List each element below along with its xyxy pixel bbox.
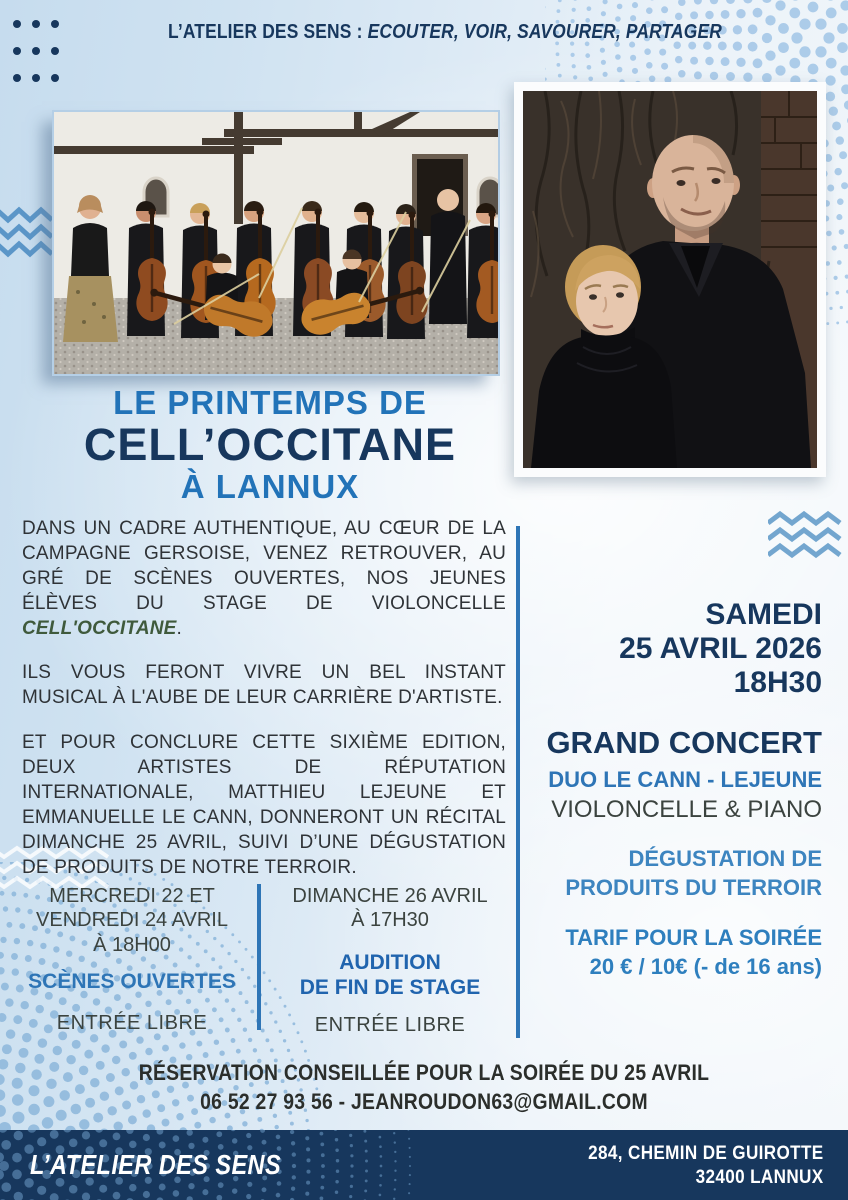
dot-icon bbox=[51, 20, 59, 28]
brand-slogan: ECOUTER, VOIR, SAVOURER, PARTAGER bbox=[367, 21, 723, 43]
title-line-3: À LANNUX bbox=[180, 468, 360, 506]
open-stage-date-3: À 18H00 bbox=[93, 933, 171, 956]
open-stage-title: SCÈNES OUVERTES bbox=[28, 970, 236, 994]
audition-entry: ENTRÉE LIBRE bbox=[314, 1014, 466, 1037]
tasting-line-2: PRODUITS DU TERROIR bbox=[565, 874, 822, 900]
reservation-phone-email: 06 52 27 93 56 - JEANROUDON63@GMAIL.COM bbox=[200, 1089, 648, 1115]
footer-address bbox=[589, 1142, 824, 1190]
content-divider bbox=[516, 526, 520, 1038]
price-value: 20 € / 10€ (- de 16 ans) bbox=[589, 953, 822, 979]
intro-paragraph-3: ET POUR CONCLURE CETTE SIXIÈME EDITION, DEUX ARTISTES DE RÉPUTATION INTERNATIONALE, MATTHIEU LEJEUNE ET EMMANUELLE LE CANN, DONNERONT UN RÉCITAL DIMANCHE 25 AVRIL, SUIVI D’UNE DÉGUSTATION DE PRODUITS DE NOTRE TERROIR. bbox=[22, 731, 506, 878]
schedule-left-column bbox=[14, 884, 250, 1035]
dot-icon bbox=[13, 74, 21, 82]
dot-icon bbox=[32, 20, 40, 28]
concert-duo: DUO LE CANN - LEJEUNE bbox=[548, 767, 822, 793]
open-stage-entry: ENTRÉE LIBRE bbox=[56, 1012, 208, 1035]
dot-icon bbox=[51, 74, 59, 82]
dot-icon bbox=[13, 47, 21, 55]
dot-icon bbox=[32, 47, 40, 55]
concert-info-block bbox=[524, 726, 822, 823]
schedule-divider bbox=[257, 884, 261, 1030]
brand-name: L’ATELIER DES SENS : bbox=[167, 21, 363, 43]
tasting-info bbox=[530, 845, 822, 902]
open-stage-date-1: MERCREDI 22 ET bbox=[49, 885, 215, 907]
group-photo bbox=[52, 110, 500, 376]
audition-title-1: AUDITION bbox=[339, 950, 441, 974]
intro-paragraph-1 bbox=[22, 516, 506, 641]
reservation-text: RÉSERVATION CONSEILLÉE POUR LA SOIRÉE DU 25 AVRIL bbox=[138, 1060, 710, 1085]
footer-address-line-2: 32400 LANNUX bbox=[696, 1166, 824, 1188]
dots-grid-decoration bbox=[13, 20, 59, 82]
zigzag-waves-right-icon bbox=[768, 510, 846, 566]
concert-time: 18H30 bbox=[733, 665, 822, 699]
concert-instruments: VIOLONCELLE & PIANO bbox=[551, 795, 822, 823]
concert-title: GRAND CONCERT bbox=[546, 725, 822, 760]
intro-p1-text: DANS UN CADRE AUTHENTIQUE, AU CŒUR DE LA CAMPAGNE GERSOISE, VENEZ RETROUVER, AU GRÉ DE SCÈNES OUVERTES, NOS JEUNES ÉLÈVES DU STAGE DE VIOLONCELLE bbox=[22, 518, 506, 615]
title-line-2: CELL’OCCITANE bbox=[83, 418, 457, 470]
concert-date: 25 AVRIL 2026 bbox=[619, 631, 822, 665]
intro-paragraph-2: ILS VOUS FERONT VIVRE UN BEL INSTANT MUSICAL À L'AUBE DE LEUR CARRIÈRE D'ARTISTE. bbox=[22, 662, 506, 709]
open-stage-date-2: VENDREDI 24 AVRIL bbox=[36, 909, 228, 932]
main-title bbox=[10, 386, 530, 506]
footer-bar bbox=[0, 1130, 848, 1200]
concert-date-block bbox=[530, 598, 822, 700]
zigzag-waves-left-icon bbox=[0, 206, 56, 268]
dot-icon bbox=[32, 74, 40, 82]
duo-photo bbox=[514, 82, 826, 477]
price-label: TARIF POUR LA SOIRÉE bbox=[565, 925, 822, 950]
audition-date-2: À 17H30 bbox=[351, 909, 429, 932]
concert-day: SAMEDI bbox=[705, 598, 822, 631]
reservation-note bbox=[0, 1058, 848, 1116]
brand-tagline bbox=[141, 21, 750, 44]
cell-occitane-highlight: CELL'OCCITANE bbox=[22, 618, 177, 640]
intro-p1-period: . bbox=[176, 618, 183, 640]
schedule-right-column bbox=[272, 884, 508, 1037]
footer-address-line-1: 284, CHEMIN DE GUIROTTE bbox=[588, 1143, 824, 1164]
intro-text bbox=[22, 516, 506, 899]
audition-date-1: DIMANCHE 26 AVRIL bbox=[292, 885, 488, 907]
title-line-1: LE PRINTEMPS DE bbox=[113, 384, 427, 421]
price-info bbox=[530, 924, 822, 981]
audition-title-2: DE FIN DE STAGE bbox=[299, 975, 481, 999]
dot-icon bbox=[51, 47, 59, 55]
dot-icon bbox=[13, 20, 21, 28]
tasting-line-1: DÉGUSTATION DE bbox=[628, 846, 822, 871]
footer-brand: L’ATELIER DES SENS bbox=[30, 1149, 282, 1180]
